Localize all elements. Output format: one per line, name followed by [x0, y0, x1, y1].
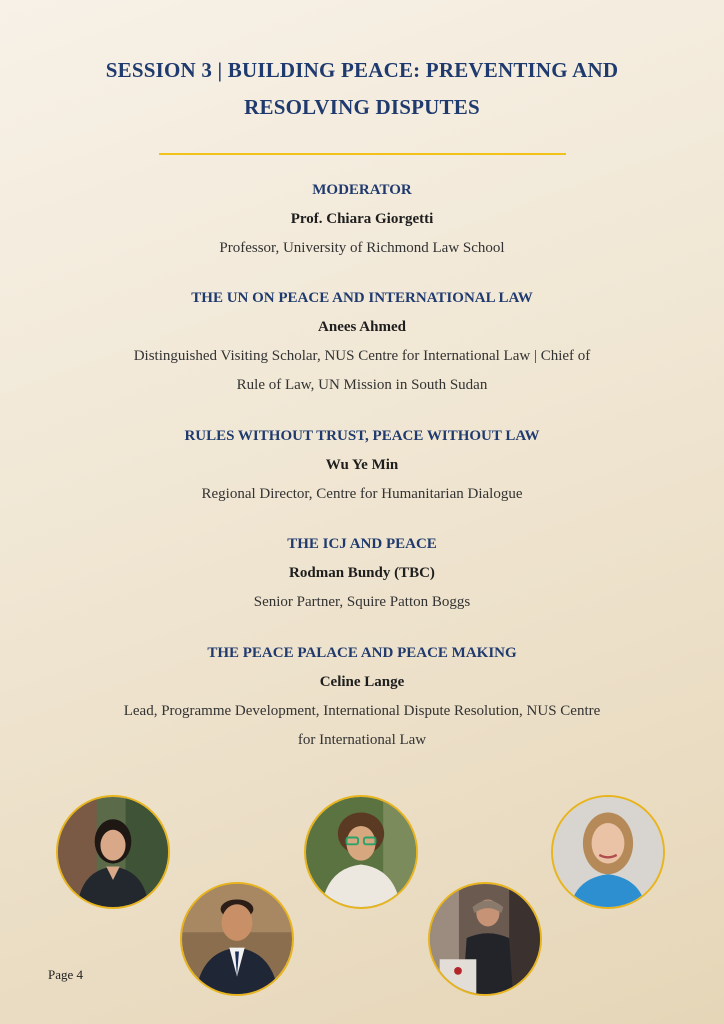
talk-block-rules-trust — [30, 422, 694, 509]
speaker-photo-chiara-giorgetti — [56, 795, 170, 909]
session-title — [0, 52, 724, 126]
talk-block-un-peace — [30, 284, 694, 400]
speaker-name: Rodman Bundy (TBC) — [289, 565, 435, 581]
talk-block-peace-palace — [30, 639, 694, 755]
speaker-description — [30, 697, 694, 755]
block-heading: THE UN ON PEACE AND INTERNATIONAL LAW — [191, 290, 533, 306]
speaker-photo-rodman-bundy — [428, 882, 542, 996]
description-line: Regional Director, Centre for Humanitarian Dialogue — [201, 486, 523, 502]
description-line: Distinguished Visiting Scholar, NUS Centre for International Law | Chief of — [133, 348, 591, 364]
session-title-line-1: SESSION 3 | BUILDING PEACE: PREVENTING AND — [105, 58, 619, 82]
speaker-description — [30, 342, 694, 400]
speaker-name: Celine Lange — [319, 674, 405, 690]
moderator-block — [30, 176, 694, 263]
speaker-name: Wu Ye Min — [325, 457, 399, 473]
speaker-description — [30, 234, 694, 263]
block-heading: MODERATOR — [312, 182, 412, 198]
speaker-description — [30, 480, 694, 509]
description-line: Rule of Law, UN Mission in South Sudan — [236, 377, 488, 393]
description-line: Lead, Programme Development, International Dispute Resolution, NUS Centre — [123, 703, 601, 719]
speaker-photo-celine-lange — [551, 795, 665, 909]
description-line: Professor, University of Richmond Law School — [219, 240, 505, 256]
speaker-name: Anees Ahmed — [318, 319, 406, 335]
talk-block-icj — [30, 530, 694, 617]
session-title-line-2: RESOLVING DISPUTES — [244, 95, 480, 119]
speaker-photo-wu-ye-min — [304, 795, 418, 909]
block-heading: THE ICJ AND PEACE — [287, 536, 437, 552]
block-heading: RULES WITHOUT TRUST, PEACE WITHOUT LAW — [184, 428, 540, 444]
page-number: Page 4 — [48, 967, 84, 982]
speaker-name: Prof. Chiara Giorgetti — [290, 211, 434, 227]
speaker-description — [30, 588, 694, 617]
title-divider — [159, 153, 566, 155]
description-line: for International Law — [297, 732, 427, 748]
speaker-photo-anees-ahmed — [180, 882, 294, 996]
block-heading: THE PEACE PALACE AND PEACE MAKING — [207, 645, 517, 661]
description-line: Senior Partner, Squire Patton Boggs — [253, 594, 471, 610]
